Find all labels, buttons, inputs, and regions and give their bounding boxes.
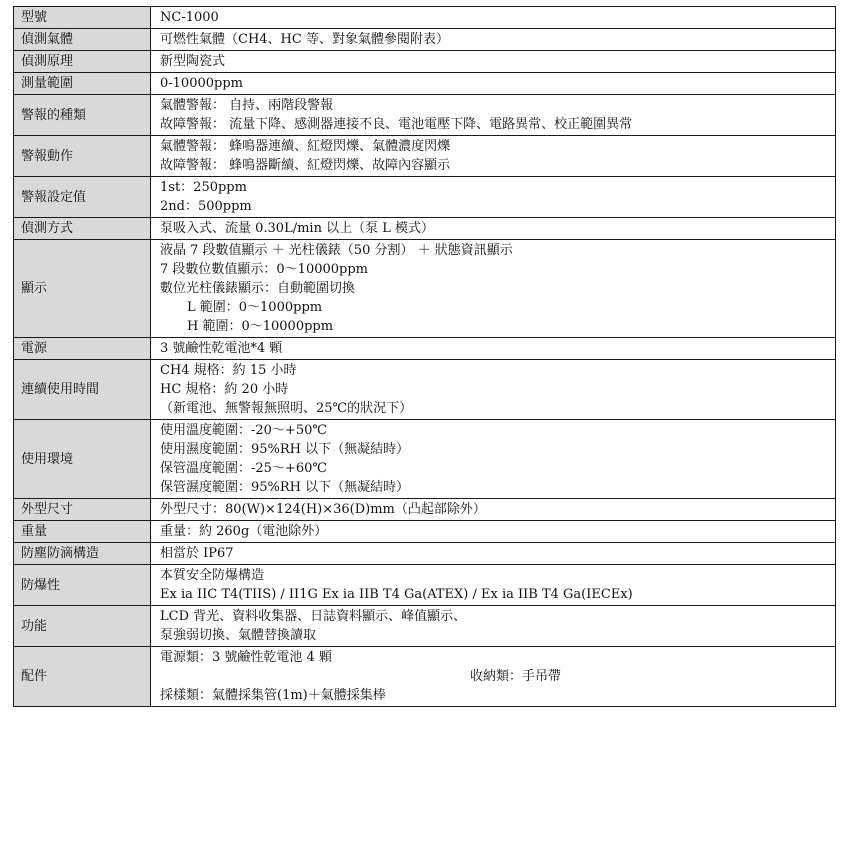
- table-row: [14, 7, 836, 29]
- row-label: 連續使用時間: [14, 360, 151, 420]
- table-row: [14, 606, 836, 647]
- table-row: [14, 51, 836, 73]
- table-row: [14, 218, 836, 240]
- row-label: 外型尺寸: [14, 499, 151, 521]
- value-line: 保管濕度範圍：95%RH 以下（無凝結時）: [160, 480, 410, 495]
- row-value: [151, 51, 836, 73]
- row-label: 防爆性: [14, 565, 151, 606]
- value-line: 氣體警報： 蜂鳴器連續、紅燈閃爍、氣體濃度閃爍: [160, 139, 451, 154]
- table-row: [14, 499, 836, 521]
- row-label: 功能: [14, 606, 151, 647]
- row-value: [151, 95, 836, 136]
- table-row: [14, 543, 836, 565]
- value-line: 7 段數位數值顯示：0～10000ppm: [160, 262, 369, 277]
- row-label: 警報的種類: [14, 95, 151, 136]
- value-line: 2nd：500ppm: [160, 199, 252, 214]
- row-value: [151, 420, 836, 499]
- value-line: 重量：約 260g（電池除外）: [160, 524, 328, 539]
- value-line: 電源類：3 號鹼性乾電池 4 顆: [160, 650, 332, 665]
- table-row: [14, 521, 836, 543]
- row-label: 偵測原理: [14, 51, 151, 73]
- row-value: [151, 73, 836, 95]
- row-value: [151, 543, 836, 565]
- row-value: [151, 218, 836, 240]
- table-row: [14, 420, 836, 499]
- value-line: 新型陶瓷式: [160, 54, 226, 69]
- value-line: CH4 規格：約 15 小時: [160, 363, 297, 378]
- value-line: 氣體警報： 自持、兩階段警報: [160, 98, 334, 113]
- row-value: [151, 338, 836, 360]
- row-value: [151, 647, 836, 707]
- row-label: 使用環境: [14, 420, 151, 499]
- row-value: [151, 565, 836, 606]
- value-line: 泵吸入式、流量 0.30L/min 以上（泵 L 模式）: [160, 221, 434, 236]
- row-label: 防塵防滴構造: [14, 543, 151, 565]
- value-line: 數位光柱儀錶顯示：自動範圍切換: [160, 281, 356, 296]
- row-label: 電源: [14, 338, 151, 360]
- value-line: HC 規格：約 20 小時: [160, 382, 289, 397]
- table-row: [14, 177, 836, 218]
- row-label: 重量: [14, 521, 151, 543]
- value-line: 收納類：手吊帶: [470, 669, 562, 684]
- row-label: 配件: [14, 647, 151, 707]
- spec-table: [13, 6, 836, 707]
- value-line: Ex ia IIC T4(TIIS) / II1G Ex ia IIB T4 Ga(ATEX) / Ex ia IIB T4 Ga(IECEx): [160, 587, 633, 602]
- value-line: 故障警報： 流量下降、感測器連接不良、電池電壓下降、電路異常、校正範圍異常: [160, 117, 633, 132]
- row-value: [151, 7, 836, 29]
- table-row: [14, 647, 836, 707]
- table-row: [14, 136, 836, 177]
- value-line: 保管溫度範圍：-25～+60℃: [160, 461, 327, 476]
- row-label: 偵測方式: [14, 218, 151, 240]
- value-line: 故障警報： 蜂鳴器斷續、紅燈閃爍、故障內容顯示: [160, 158, 451, 173]
- value-line: （新電池、無警報無照明、25℃的狀況下）: [160, 401, 413, 416]
- table-row: [14, 240, 836, 338]
- value-line: 可燃性氣體（CH4、HC 等、對象氣體參閱附表）: [160, 32, 449, 47]
- table-row: [14, 360, 836, 420]
- value-line: 0-10000ppm: [160, 76, 243, 91]
- value-line: LCD 背光、資料收集器、日誌資料顯示、峰值顯示、: [160, 609, 467, 624]
- value-line: L 範圍：0～1000ppm: [187, 300, 323, 315]
- value-line: 1st：250ppm: [160, 180, 247, 195]
- table-row: [14, 95, 836, 136]
- value-line: 外型尺寸：80(W)×124(H)×36(D)mm（凸起部除外）: [160, 502, 486, 517]
- value-line: 相當於 IP67: [160, 546, 234, 561]
- table-row: [14, 73, 836, 95]
- table-row: [14, 29, 836, 51]
- value-line: 本質安全防爆構造: [160, 568, 265, 583]
- row-label: 測量範圍: [14, 73, 151, 95]
- value-line: 使用溫度範圍：-20～+50℃: [160, 423, 327, 438]
- value-line: 泵強弱切換、氣體替換讀取: [160, 628, 317, 643]
- row-value: [151, 136, 836, 177]
- table-row: [14, 338, 836, 360]
- row-label: 警報動作: [14, 136, 151, 177]
- value-line: 採樣類：氣體採集管(1m)＋氣體採集棒: [160, 688, 386, 703]
- row-label: 型號: [14, 7, 151, 29]
- row-value: [151, 606, 836, 647]
- table-row: [14, 565, 836, 606]
- row-label: 偵測氣體: [14, 29, 151, 51]
- row-value: [151, 177, 836, 218]
- value-line: 使用濕度範圍：95%RH 以下（無凝結時）: [160, 442, 410, 457]
- value-line: H 範圍：0～10000ppm: [187, 319, 334, 334]
- row-value: [151, 521, 836, 543]
- value-line: 3 號鹼性乾電池*4 顆: [160, 341, 283, 356]
- row-value: [151, 29, 836, 51]
- value-line: 液晶 7 段數值顯示 ＋ 光柱儀錶（50 分割） ＋ 狀態資訊顯示: [160, 243, 513, 258]
- row-value: [151, 240, 836, 338]
- row-value: [151, 360, 836, 420]
- row-label: 顯示: [14, 240, 151, 338]
- row-label: 警報設定值: [14, 177, 151, 218]
- value-line: NC-1000: [160, 10, 219, 25]
- row-value: [151, 499, 836, 521]
